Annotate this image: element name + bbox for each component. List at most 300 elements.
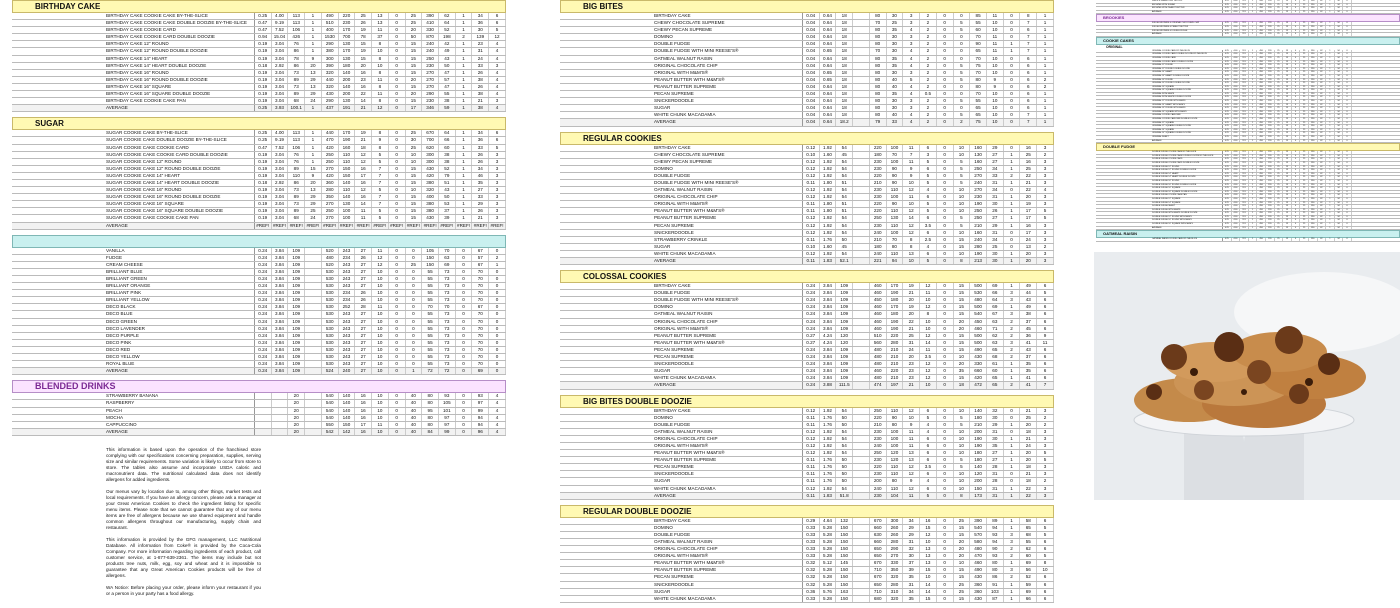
nutrient-value: 0.25 xyxy=(1223,89,1232,92)
nutrient-value: 4 xyxy=(489,408,506,414)
nutrient-value: 18 xyxy=(836,70,853,76)
table-row xyxy=(12,333,506,340)
nutrient-value: 490 xyxy=(1257,162,1266,165)
nutrient-value: 70 xyxy=(472,319,489,325)
nutrient-value: 1 xyxy=(1004,560,1021,566)
nutrient-value: 150 xyxy=(422,255,439,261)
nutrient-value: 490 xyxy=(1257,132,1266,135)
item-name: DOUBLE FUDGE xyxy=(560,290,803,296)
nutrient-value: 1 xyxy=(1004,443,1021,449)
nutrient-value: 0.12 xyxy=(803,443,820,449)
nutrient-value: 25 xyxy=(1275,223,1284,226)
nutrient-value: 1 xyxy=(1249,30,1258,33)
nutrient-value: 28 xyxy=(987,464,1004,470)
nutrient-value: 0 xyxy=(1004,145,1021,151)
nutrient-value: 109 xyxy=(836,311,853,317)
nutrient-value: 90 xyxy=(887,180,904,186)
table-row xyxy=(12,187,506,194)
nutrient-value: 113 xyxy=(1240,162,1249,165)
table-row xyxy=(12,311,506,318)
nutrient-value: 6 xyxy=(1343,0,1352,3)
nutrient-value: 34 xyxy=(1335,238,1344,241)
nutrient-value: #REF! xyxy=(272,223,289,229)
nutrient-value: 70 xyxy=(887,152,904,158)
nutrient-value: #REF! xyxy=(339,223,356,229)
nutrient-value: 3.84 xyxy=(820,354,837,360)
nutrient-value: 1 xyxy=(1004,283,1021,289)
nutrient-value: 490 xyxy=(1257,11,1266,14)
nutrient-value: 14 xyxy=(920,589,937,595)
table-row xyxy=(12,354,506,361)
nutrient-value: 6 xyxy=(1343,86,1352,89)
nutrient-value: 52.1 xyxy=(836,258,853,264)
nutrient-value: 0 xyxy=(1004,34,1021,40)
nutrient-value: 2 xyxy=(1004,333,1021,339)
nutrient-value: 6 xyxy=(489,137,506,143)
nutrient-value: 1 xyxy=(1326,180,1335,183)
nutrient-value: 3 xyxy=(1037,159,1054,165)
nutrient-value: 70 xyxy=(472,290,489,296)
nutrient-value: 62 xyxy=(1318,136,1327,139)
nutrient-value: 4.00 xyxy=(1232,93,1241,96)
nutrient-value: 0 xyxy=(406,304,423,310)
nutrient-value: 113 xyxy=(288,13,305,19)
nutrient-value: 230 xyxy=(870,166,887,172)
nutrient-value: 0 xyxy=(937,415,954,421)
nutrient-value: 0.64 xyxy=(820,20,837,26)
nutrient-value: 2 xyxy=(1037,77,1054,83)
nutrient-value: 0 xyxy=(456,361,473,367)
nutrient-value xyxy=(305,262,322,268)
nutrient-value: 0.12 xyxy=(803,187,820,193)
nutrient-value: 34 xyxy=(472,130,489,136)
nutrient-value: 25 xyxy=(1300,30,1309,33)
nutrient-value: 93 xyxy=(472,393,489,399)
nutrient-value: 530 xyxy=(322,333,339,339)
nutrient-value: 94 xyxy=(987,539,1004,545)
table-row xyxy=(12,340,506,347)
nutrient-value: 190 xyxy=(887,326,904,332)
nutrient-value: 12 xyxy=(355,187,372,193)
nutrient-value: 25 xyxy=(1275,79,1284,82)
nutrient-value: 130 xyxy=(339,98,356,104)
nutrient-value: 3 xyxy=(903,70,920,76)
nutrient-value: 0 xyxy=(406,326,423,332)
nutrient-value: 113 xyxy=(1240,238,1249,241)
nutrient-value: 27 xyxy=(355,311,372,317)
nutrient-value: 47 xyxy=(439,70,456,76)
nutrient-value: 0 xyxy=(937,354,954,360)
nutrient-value: 40 xyxy=(406,393,423,399)
nutrient-value: 70 xyxy=(472,297,489,303)
nutrient-value: 10 xyxy=(954,251,971,257)
nutrient-value: 13 xyxy=(1283,96,1292,99)
nutrient-value: 59 xyxy=(439,105,456,111)
nutrient-value: 0 xyxy=(1292,50,1301,53)
nutrient-value: 390 xyxy=(1309,114,1318,117)
nutrient-value: 390 xyxy=(1309,33,1318,36)
table-row xyxy=(560,283,1054,290)
nutrient-value: 27 xyxy=(355,262,372,268)
nutrient-value: 220 xyxy=(1266,216,1275,219)
nutrient-value: 3.04 xyxy=(272,91,289,97)
nutrient-value: 1 xyxy=(456,105,473,111)
nutrient-value: 10 xyxy=(954,187,971,193)
nutrient-value: 520 xyxy=(322,248,339,254)
nutrient-value: 0.25 xyxy=(1223,53,1232,56)
nutrient-value: 670 xyxy=(870,574,887,580)
nutrient-value: 32 xyxy=(903,546,920,552)
table-row xyxy=(12,173,506,180)
nutrient-value: 19 xyxy=(355,27,372,33)
nutrient-value: 170 xyxy=(339,48,356,54)
nutrient-value: 2 xyxy=(920,77,937,83)
nutrient-value: 490 xyxy=(1257,198,1266,201)
nutrient-value xyxy=(853,152,870,158)
nutrient-value: 6 xyxy=(1037,546,1054,552)
nutrient-value: 6 xyxy=(920,457,937,463)
nutrient-value: 490 xyxy=(1257,86,1266,89)
nutrient-value: 43 xyxy=(439,56,456,62)
nutrient-value: 0 xyxy=(1004,84,1021,90)
nutrient-value: 4.00 xyxy=(1232,79,1241,82)
nutrient-value: 10 xyxy=(954,208,971,214)
nutrient-value: 70 xyxy=(472,354,489,360)
nutrient-value: 68 xyxy=(288,98,305,104)
table-row xyxy=(12,20,506,27)
nutrient-value: 21 xyxy=(1020,436,1037,442)
nutrient-value: 6 xyxy=(1343,75,1352,78)
nutrient-value: 34 xyxy=(1335,227,1344,230)
nutrient-value: 21 xyxy=(355,137,372,143)
nutrient-value: 490 xyxy=(1257,96,1266,99)
nutrient-value: 4.00 xyxy=(1232,68,1241,71)
nutrient-value: 26 xyxy=(472,70,489,76)
nutrient-value: 26 xyxy=(987,208,1004,214)
item-name: STRAWBERRY BANANA xyxy=(12,393,255,399)
nutrient-value: 0 xyxy=(1292,86,1301,89)
nutrient-value: 62 xyxy=(1318,194,1327,197)
nutrient-value: 73 xyxy=(439,290,456,296)
nutrient-value: 3 xyxy=(489,159,506,165)
nutrient-value: 54 xyxy=(836,187,853,193)
nutrient-value: 70 xyxy=(870,48,887,54)
item-name: SUGAR xyxy=(560,244,803,250)
nutrient-value: 2 xyxy=(920,119,937,125)
nutrient-value: 0.24 xyxy=(803,326,820,332)
nutrient-value: 6 xyxy=(1020,98,1037,104)
nutrient-value: 0 xyxy=(1004,112,1021,118)
nutrient-value: 530 xyxy=(322,354,339,360)
nutrient-value: 2.92 xyxy=(272,63,289,69)
nutrient-value: 3.84 xyxy=(820,311,837,317)
nutrient-value xyxy=(853,532,870,538)
nutrient-value: 80 xyxy=(870,105,887,111)
nutrient-value: 43 xyxy=(1020,347,1037,353)
nutrient-value: 5 xyxy=(1037,525,1054,531)
nutrient-value: 310 xyxy=(887,589,904,595)
nutrient-value: 19 xyxy=(1020,201,1037,207)
nutrient-value: 13 xyxy=(1283,30,1292,33)
nutrient-value: 490 xyxy=(1257,104,1266,107)
nutrient-value: 25 xyxy=(1300,173,1309,176)
nutrient-value: 1 xyxy=(1326,238,1335,241)
nutrient-value: 6 xyxy=(1343,104,1352,107)
nutrient-value: 0 xyxy=(389,248,406,254)
nutrient-value xyxy=(305,361,322,367)
item-name: SUGAR xyxy=(560,368,803,374)
nutrient-value: 12 xyxy=(920,361,937,367)
nutrient-value: 0 xyxy=(456,422,473,428)
nutrient-value: 0.33 xyxy=(803,596,820,602)
nutrient-value: 34 xyxy=(1335,111,1344,114)
nutrient-value: 234 xyxy=(339,290,356,296)
nutrient-value: 1 xyxy=(1326,57,1335,60)
nutrient-value: 0 xyxy=(489,361,506,367)
nutrient-value: 100 xyxy=(887,436,904,442)
item-name: PEANUT BUTTER WITH M&M'S® xyxy=(560,450,803,456)
nutrient-value: 13 xyxy=(1283,71,1292,74)
nutrient-value: 31 xyxy=(987,230,1004,236)
nutrient-value xyxy=(853,119,870,125)
nutrient-value: 0 xyxy=(389,180,406,186)
nutrient-value: 12 xyxy=(372,262,389,268)
nutrient-value: 5 xyxy=(920,258,937,264)
nutrient-value: 0 xyxy=(489,311,506,317)
nutrient-value: 0 xyxy=(389,105,406,111)
nutrient-value: 460 xyxy=(870,290,887,296)
nutrient-value: 9.19 xyxy=(272,20,289,26)
nutrient-value: 0 xyxy=(937,553,954,559)
nutrient-value: 10 xyxy=(372,297,389,303)
nutrient-value: 500 xyxy=(970,304,987,310)
nutrient-value: 109 xyxy=(288,290,305,296)
nutrient-value xyxy=(255,408,272,414)
nutrient-value: 50 xyxy=(406,34,423,40)
nutrient-value: 0 xyxy=(389,297,406,303)
nutrient-value: 426 xyxy=(288,34,305,40)
nutrient-value: 12 xyxy=(903,223,920,229)
nutrient-value: 270 xyxy=(422,84,439,90)
nutrient-value: 25 xyxy=(1300,184,1309,187)
nutrient-value: 140 xyxy=(970,408,987,414)
nutrient-value: 6 xyxy=(1020,27,1037,33)
nutrient-value: 8 xyxy=(954,493,971,499)
nutrient-value: 490 xyxy=(1257,68,1266,71)
nutrient-value: 4.00 xyxy=(1232,50,1241,53)
nutrient-value: 191 xyxy=(339,105,356,111)
nutrient-value: 0.19 xyxy=(255,56,272,62)
nutrient-value: 140 xyxy=(339,393,356,399)
nutrient-value: 15 xyxy=(920,596,937,602)
nutrient-value xyxy=(305,340,322,346)
nutrient-value: 0 xyxy=(937,368,954,374)
nutrient-value: 65 xyxy=(987,375,1004,381)
nutrient-value: 19 xyxy=(903,304,920,310)
nutrient-value: 80 xyxy=(887,244,904,250)
nutrient-value: 0 xyxy=(937,297,954,303)
nutrient-value xyxy=(305,276,322,282)
nutrient-value: 1.92 xyxy=(820,443,837,449)
nutrient-value: 8 xyxy=(903,237,920,243)
nutrient-value xyxy=(853,244,870,250)
nutrient-value: 113 xyxy=(1240,205,1249,208)
table-row xyxy=(560,596,1054,603)
nutrient-value: 0 xyxy=(937,283,954,289)
nutrient-value: 1 xyxy=(1249,89,1258,92)
nutrient-value: 13 xyxy=(1283,79,1292,82)
table-row xyxy=(560,244,1054,251)
nutrient-value xyxy=(305,347,322,353)
item-name: SUGAR COOKIE CAKE 16" ROUND xyxy=(12,187,255,193)
nutrient-value: 62 xyxy=(1318,162,1327,165)
nutrient-value: 490 xyxy=(1257,176,1266,179)
nutrient-value: 1 xyxy=(1249,191,1258,194)
nutrient-value: 36 xyxy=(1020,333,1037,339)
nutrient-value: 4 xyxy=(903,91,920,97)
nutrient-value: 25 xyxy=(1020,415,1037,421)
item-name: BROWNIE WITH PEANUT BUTTER xyxy=(1096,7,1223,10)
nutrient-value: 89 xyxy=(288,208,305,214)
nutrient-value: 0 xyxy=(489,347,506,353)
nutrient-value: 0.11 xyxy=(803,258,820,264)
nutrient-value: 0.25 xyxy=(1223,75,1232,78)
nutrient-value xyxy=(853,166,870,172)
item-name: SUGAR COOKIE CAKE 16" ROUND DOUBLE DOOZIE xyxy=(12,194,255,200)
nutrient-value: 220 xyxy=(1266,89,1275,92)
nutrient-value: 113 xyxy=(1240,114,1249,117)
nutrient-value: 210 xyxy=(887,354,904,360)
nutrient-value: 34 xyxy=(1335,187,1344,190)
nutrient-value: 6 xyxy=(920,166,937,172)
nutrient-value: 1 xyxy=(1326,111,1335,114)
nutrient-value: 17 xyxy=(1020,215,1037,221)
nutrient-value: 11 xyxy=(903,443,920,449)
nutrient-value: 27 xyxy=(987,152,1004,158)
nutrient-value: 87 xyxy=(987,596,1004,602)
nutrient-value: 140 xyxy=(339,70,356,76)
nutrient-value: 4.00 xyxy=(1232,7,1241,10)
nutrient-value: 0.19 xyxy=(255,77,272,83)
nutrient-value: 4 xyxy=(920,478,937,484)
nutrient-value: 29 xyxy=(305,91,322,97)
nutrient-value: 6 xyxy=(1037,518,1054,524)
nutrient-value: 3.84 xyxy=(820,368,837,374)
nutrient-value: 1 xyxy=(1037,98,1054,104)
item-name: OATMEAL WALNUT RAISIN xyxy=(560,187,803,193)
nutrient-value: 62 xyxy=(1318,57,1327,60)
nutrient-value: 18.2 xyxy=(836,119,853,125)
item-name: AVERAGE xyxy=(560,493,803,499)
nutrient-value: 140 xyxy=(339,400,356,406)
nutrient-value: 5.28 xyxy=(820,532,837,538)
nutrient-value: 530 xyxy=(322,311,339,317)
nutrient-value: 1 xyxy=(456,130,473,136)
nutrient-value: 7 xyxy=(1020,20,1037,26)
nutrient-value: 25 xyxy=(954,582,971,588)
nutrient-value: 0.19 xyxy=(255,194,272,200)
nutrient-value: 0 xyxy=(937,41,954,47)
nutrient-value: 1 xyxy=(1249,125,1258,128)
nutrient-value: 34 xyxy=(1335,158,1344,161)
nutrient-value: 490 xyxy=(1257,118,1266,121)
nutrient-value: 0.25 xyxy=(1223,7,1232,10)
nutrient-value: 25 xyxy=(1275,68,1284,71)
nutrient-value xyxy=(853,347,870,353)
nutrient-value: 390 xyxy=(1309,162,1318,165)
nutrient-value: 55 xyxy=(970,20,987,26)
nutrient-value: 0 xyxy=(937,84,954,90)
nutrient-value: 390 xyxy=(1309,212,1318,215)
nutrient-value: 25 xyxy=(1275,4,1284,7)
nutrient-value: 6 xyxy=(1037,311,1054,317)
nutrient-value: 450 xyxy=(870,297,887,303)
nutrient-value xyxy=(255,422,272,428)
table-row xyxy=(12,276,506,283)
nutrient-value: 34 xyxy=(1335,136,1344,139)
item-name: SUGAR xyxy=(560,589,803,595)
nutrient-value: 230 xyxy=(870,159,887,165)
nutrient-value: 250 xyxy=(422,56,439,62)
nutrient-value: 1.92 xyxy=(820,486,837,492)
nutrient-value: 2 xyxy=(1037,244,1054,250)
nutrient-value: 490 xyxy=(1257,216,1266,219)
nutrient-value: 0.12 xyxy=(803,429,820,435)
nutrient-value: #REF! xyxy=(439,223,456,229)
nutrient-value: 530 xyxy=(322,340,339,346)
nutrient-value: 50 xyxy=(439,194,456,200)
nutrient-value: 15 xyxy=(406,56,423,62)
nutrient-value: 62 xyxy=(1318,79,1327,82)
item-name: ORIGINAL 12" SQUARE xyxy=(1096,122,1223,125)
nutrient-value: 0.25 xyxy=(1223,216,1232,219)
nutrient-value: 62 xyxy=(1318,191,1327,194)
nutrient-value: 0.47 xyxy=(255,20,272,26)
nutrient-value: 150 xyxy=(836,546,853,552)
nutrient-value: 20 xyxy=(406,91,423,97)
nutrient-value: 80 xyxy=(870,84,887,90)
nutrient-value: 0.19 xyxy=(255,173,272,179)
nutrient-value: 1.76 xyxy=(820,464,837,470)
nutrient-value: 220 xyxy=(1266,0,1275,3)
nutrient-value: 25 xyxy=(1300,104,1309,107)
nutrient-value: 320 xyxy=(887,574,904,580)
nutrient-value: 10 xyxy=(372,290,389,296)
nutrient-value: 29 xyxy=(987,422,1004,428)
nutrient-value: 110 xyxy=(887,486,904,492)
nutrient-value: 113 xyxy=(1240,187,1249,190)
nutrient-value: 0 xyxy=(937,152,954,158)
nutrient-value: 70 xyxy=(970,91,987,97)
nutrient-value: 170 xyxy=(339,27,356,33)
nutrient-value: 6 xyxy=(1343,125,1352,128)
nutrient-value: 490 xyxy=(1257,136,1266,139)
nutrient-value: 0 xyxy=(389,319,406,325)
nutrient-value: 6 xyxy=(1343,173,1352,176)
nutrient-value: 1 xyxy=(1037,112,1054,118)
nutrient-value xyxy=(305,319,322,325)
nutrient-value: 34 xyxy=(1335,107,1344,110)
average-row xyxy=(560,119,1054,126)
nutrient-value: 4.00 xyxy=(1232,184,1241,187)
nutrient-value: 0.25 xyxy=(1223,4,1232,7)
nutrient-value: 230 xyxy=(870,429,887,435)
nutrient-value: 0 xyxy=(1292,209,1301,212)
nutrient-value: 0.11 xyxy=(803,493,820,499)
nutrient-value: 460 xyxy=(870,368,887,374)
nutrient-value: 6 xyxy=(1037,319,1054,325)
nutrient-value: 34 xyxy=(1335,79,1344,82)
